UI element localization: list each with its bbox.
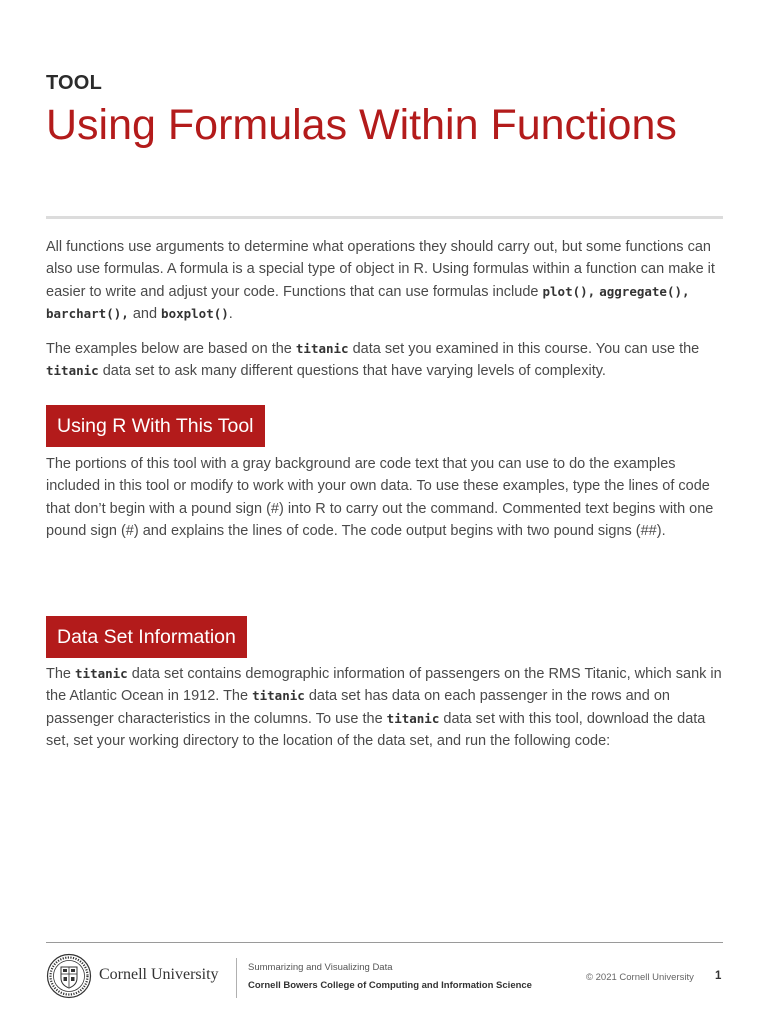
code-titanic: titanic bbox=[252, 688, 305, 704]
page-number: 1 bbox=[715, 970, 722, 982]
data-set-text-2: data set contains demographic information of passengers on the RMS Titanic, which sank in the Atlantic Ocean in 1912. The bbox=[46, 666, 722, 705]
course-name: Summarizing and Visualizing Data bbox=[248, 962, 393, 973]
document-type-label: TOOL bbox=[46, 72, 102, 94]
examples-paragraph bbox=[46, 338, 723, 383]
cornell-seal-logo bbox=[46, 953, 92, 999]
data-set-paragraph bbox=[46, 663, 723, 752]
university-name: Cornell University bbox=[99, 966, 219, 983]
page-title: Using Formulas Within Functions bbox=[46, 101, 677, 149]
footer-separator bbox=[236, 958, 237, 998]
code-barchart: barchart(), bbox=[46, 305, 129, 321]
intro-and: and bbox=[128, 305, 162, 322]
document-page bbox=[46, 0, 723, 1024]
code-titanic: titanic bbox=[295, 341, 349, 356]
examples-text-1: The examples below are based on the bbox=[46, 341, 296, 357]
footer-divider bbox=[46, 942, 723, 943]
code-titanic: titanic bbox=[386, 710, 440, 726]
data-set-text-1: The bbox=[46, 666, 76, 682]
code-titanic: titanic bbox=[46, 363, 99, 379]
section-heading-data-set: Data Set Information bbox=[46, 616, 247, 658]
data-set-text-3: data set has data on each passenger in the rows and on passenger characteristics in the columns. To use the bbox=[46, 688, 670, 727]
intro-text: All functions use arguments to determine what operations they should carry out, but some functions can also use formulas. A formula is a special type of object in R. Using formulas within a function can make it easier to write and adjust your code. Functions that can use formulas include bbox=[46, 239, 715, 300]
examples-text-3: data set to ask many different questions that have varying levels of complexity. bbox=[98, 363, 606, 380]
code-titanic: titanic bbox=[75, 666, 128, 681]
data-set-text-4: data set with this tool, download the data set, set your working directory to the location of the data set, and run the following code: bbox=[46, 710, 706, 749]
intro-paragraph bbox=[46, 236, 723, 325]
code-plot: plot(), bbox=[542, 283, 596, 299]
examples-text-2: data set you examined in this course. You can use the bbox=[348, 341, 700, 357]
copyright-notice: © 2021 Cornell University bbox=[586, 972, 694, 983]
using-r-paragraph: The portions of this tool with a gray background are code text that you can use to do the examples included in this tool or modify to work with your own data. To use these examples, type the lines of code that don’t begin with a pound sign (#) into R to carry out the command. Commented text begins with one pound sign (#) and explains the lines of code. The code output begins with two pound signs (##). bbox=[46, 456, 714, 539]
intro-period: . bbox=[228, 305, 233, 322]
code-boxplot: boxplot() bbox=[161, 305, 229, 321]
code-aggregate: aggregate(), bbox=[599, 283, 690, 299]
section-heading-using-r: Using R With This Tool bbox=[46, 405, 265, 447]
title-divider bbox=[46, 216, 723, 219]
college-name: Cornell Bowers College of Computing and Information Science bbox=[248, 980, 532, 991]
